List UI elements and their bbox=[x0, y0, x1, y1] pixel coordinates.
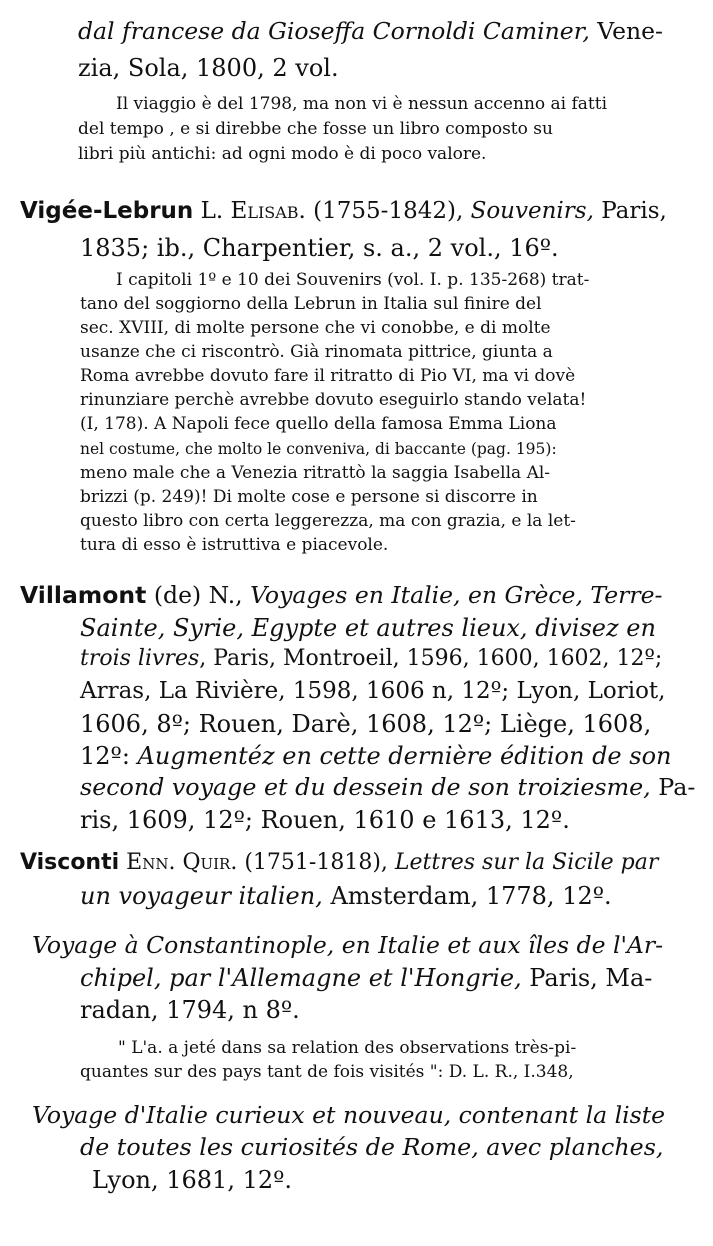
entry-line bbox=[80, 744, 672, 768]
author-name: Vigée-Lebrun bbox=[20, 198, 194, 224]
citation-text: Amsterdam, 1778, 12º. bbox=[322, 882, 612, 910]
annotation-line: usanze che ci riscontrò. Già rinomata pittrice, giunta a bbox=[80, 342, 553, 362]
annotation-line: questo libro con certa leggerezza, ma con grazia, e la let- bbox=[80, 511, 576, 531]
annotation-line: rinunziare perchè avrebbe dovuto eseguirlo stando velata! bbox=[80, 390, 587, 410]
annotation-line: I capitoli 1º e 10 dei Souvenirs (vol. I. p. 135-268) trat- bbox=[116, 270, 590, 290]
author-dates: (1755-1842), bbox=[305, 198, 471, 224]
citation-text: Paris, Ma- bbox=[521, 964, 653, 992]
line-text bbox=[20, 581, 663, 609]
entry-line bbox=[80, 966, 666, 990]
annotation-line: " L'a. a jeté dans sa relation des observations très-pi- bbox=[118, 1038, 577, 1058]
entry-line bbox=[80, 884, 612, 908]
entry-line bbox=[78, 17, 666, 45]
citation-text: Pa- bbox=[650, 773, 696, 801]
annotation-line: sec. XVIII, di molte persone che vi conobbe, e di molte bbox=[80, 318, 551, 338]
entry-line bbox=[20, 581, 666, 609]
entry-line bbox=[80, 773, 696, 801]
italic-title: Augmentéz en cette dernière édition de son bbox=[137, 742, 672, 770]
entry-line: Voyage d'Italie curieux et nouveau, contenant la liste bbox=[32, 1101, 666, 1129]
italic-title: trois livres bbox=[80, 646, 200, 671]
entry-line: zia, Sola, 1800, 2 vol. bbox=[78, 54, 339, 82]
author-initial: L. bbox=[193, 198, 231, 224]
italic-title: Souvenirs, bbox=[470, 198, 594, 224]
annotation-line: brizzi (p. 249)! Di molte cose e persone si discorre in bbox=[80, 487, 538, 507]
entry-line: 1835; ib., Charpentier, s. a., 2 vol., 16º. bbox=[80, 234, 559, 262]
author-dates: (1751-1818), bbox=[237, 850, 395, 875]
annotation-line: Roma avrebbe dovuto fare il ritratto di Pio VI, ma vi dovè bbox=[80, 366, 576, 386]
annotation-line: (I, 178). A Napoli fece quello della famosa Emma Liona bbox=[80, 414, 557, 434]
entry-line: ris, 1609, 12º; Rouen, 1610 e 1613, 12º. bbox=[80, 806, 570, 834]
citation-text: , Paris, Montroeil, 1596, 1600, 1602, 12º; bbox=[199, 646, 663, 671]
italic-title: dal francese da Gioseffa Cornoldi Caminer, bbox=[78, 17, 590, 45]
author-name: Visconti bbox=[20, 850, 120, 875]
entry-line: de toutes les curiosités de Rome, avec planches, bbox=[80, 1133, 664, 1161]
entry-line bbox=[80, 648, 666, 670]
entry-line: Lyon, 1681, 12º. bbox=[92, 1166, 293, 1194]
annotation-line: tura di esso è istruttiva e piacevole. bbox=[80, 535, 389, 555]
author-name: Villamont bbox=[20, 581, 147, 609]
italic-title: second voyage et du dessein de son troiziesme, bbox=[80, 773, 651, 801]
entry-line: 1606, 8º; Rouen, Darè, 1608, 12º; Liège, 1608, bbox=[80, 710, 652, 738]
citation-text: 12º: bbox=[80, 742, 138, 770]
entry-line: Arras, La Rivière, 1598, 1606 n, 12º; Lyon, Loriot, bbox=[80, 678, 666, 704]
annotation-line: Il viaggio è del 1798, ma non vi è nessun accenno ai fatti bbox=[116, 94, 608, 114]
entry-line: radan, 1794, n 8º. bbox=[80, 996, 300, 1024]
citation-text: Paris, bbox=[593, 198, 667, 224]
author-firstname: Elisab. bbox=[230, 198, 306, 224]
entry-line: Voyage à Constantinople, en Italie et aux îles de l'Ar- bbox=[32, 931, 664, 959]
italic-title: un voyageur italien, bbox=[80, 882, 323, 910]
author-initial: (de) N., bbox=[146, 581, 251, 609]
annotation-line: del tempo , e si direbbe che fosse un libro composto su bbox=[78, 119, 553, 139]
entry-line bbox=[20, 200, 666, 223]
line-text bbox=[20, 200, 667, 223]
line-text bbox=[78, 17, 664, 45]
line-text bbox=[80, 966, 652, 990]
line-text bbox=[80, 648, 662, 670]
entry-line bbox=[20, 852, 666, 874]
italic-title: Voyages en Italie, en Grèce, Terre- bbox=[250, 581, 663, 609]
annotation-line: nel costume, che molto le conveniva, di baccante (pag. 195): bbox=[80, 440, 557, 458]
annotation-line: tano del soggiorno della Lebrun in Italia sul finire del bbox=[80, 294, 542, 314]
author-firstname: Enn. Quir. bbox=[126, 850, 238, 875]
italic-title: Lettres sur la Sicile par bbox=[394, 850, 659, 875]
italic-title: chipel, par l'Allemagne et l'Hongrie, bbox=[80, 964, 522, 992]
line-text bbox=[20, 852, 658, 874]
annotation-line: quantes sur des pays tant de fois visités ": D. L. R., I.348, bbox=[80, 1062, 574, 1082]
annotation-line: libri più antichi: ad ogni modo è di poco valore. bbox=[78, 144, 487, 164]
annotation-line: meno male che a Venezia ritrattò la saggia Isabella Al- bbox=[80, 463, 551, 483]
citation-text: Vene- bbox=[589, 17, 664, 45]
entry-line: Sainte, Syrie, Egypte et autres lieux, divisez en bbox=[80, 614, 656, 642]
